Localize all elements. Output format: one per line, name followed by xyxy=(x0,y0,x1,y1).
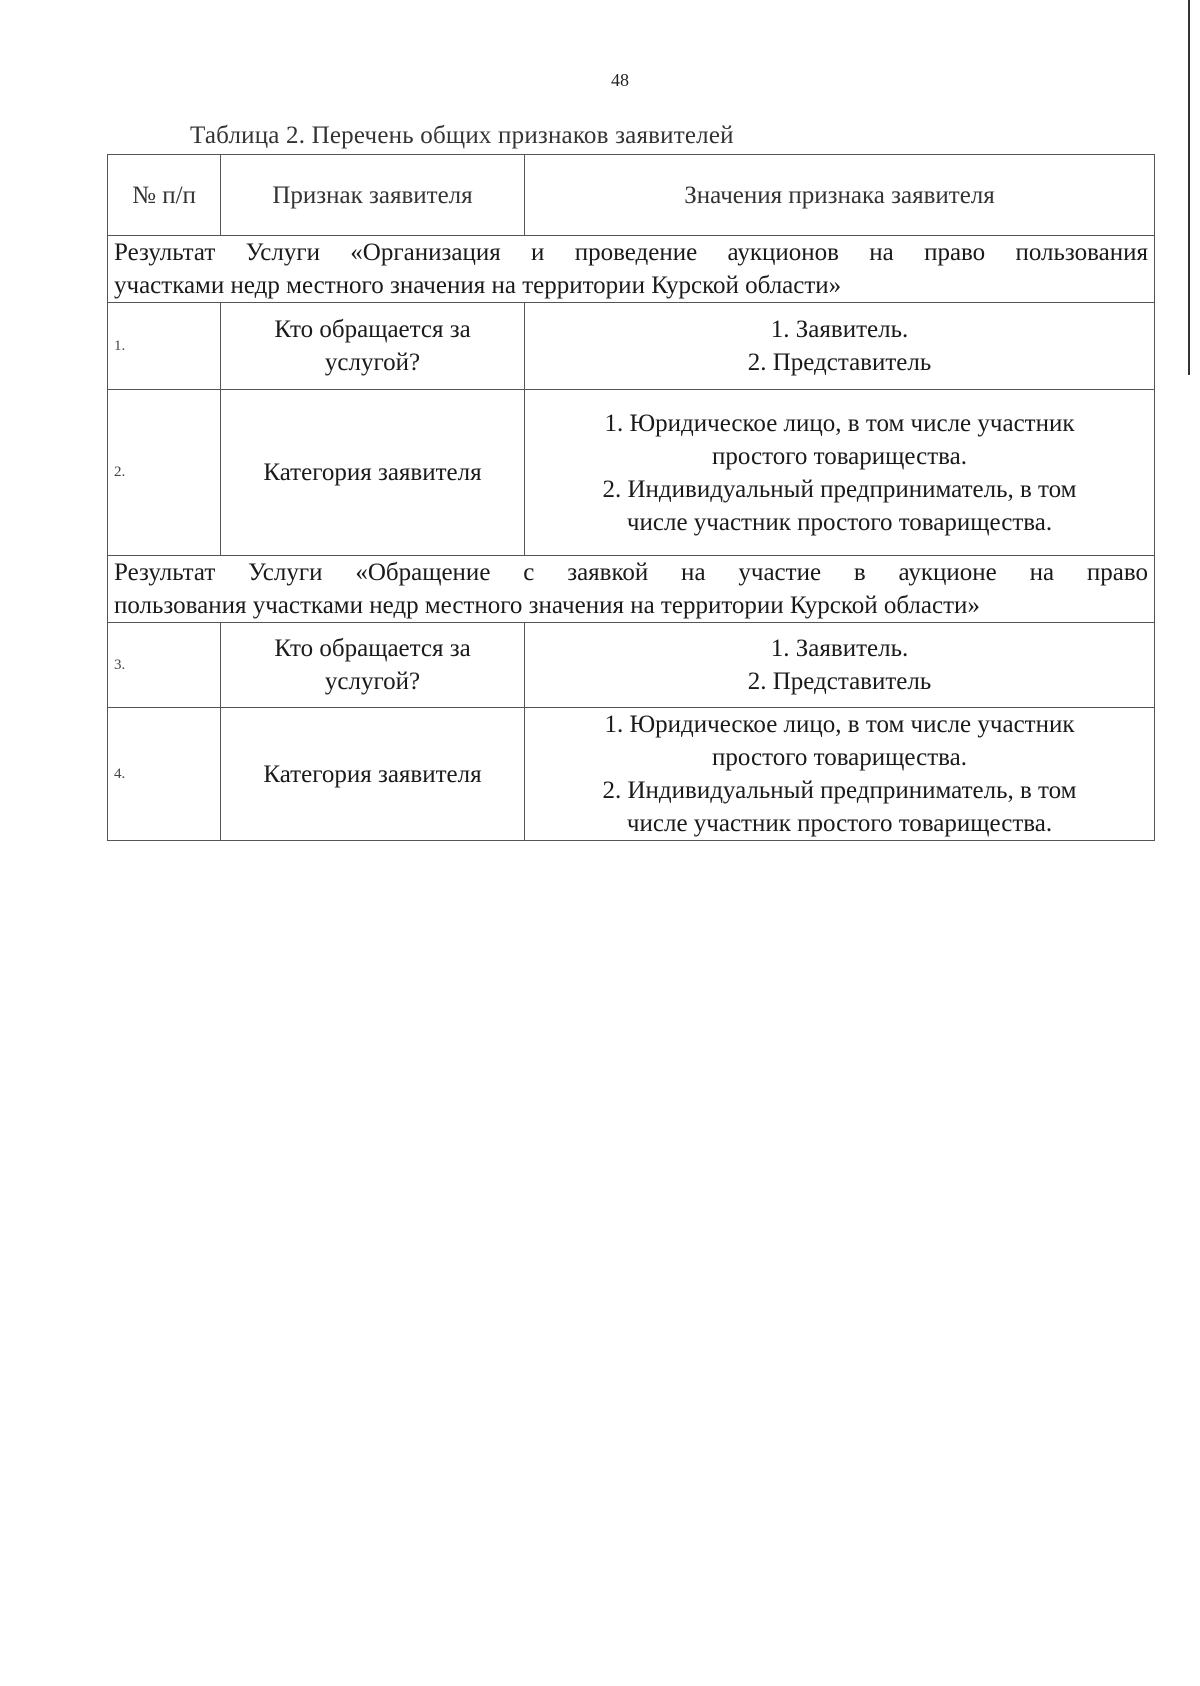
table-header-row xyxy=(108,155,1155,236)
table-row xyxy=(108,623,1155,708)
row-number: 1. xyxy=(108,303,221,390)
row-values xyxy=(525,708,1155,841)
value-line: 2. Индивидуальный предприниматель, в том xyxy=(602,777,1077,804)
value-line: 2. Представитель xyxy=(747,668,932,695)
section-title-line: Результат Услуги «Организация и проведение аукционов на право пользования xyxy=(114,239,1148,266)
sign-line: услугой? xyxy=(324,668,421,695)
section-title xyxy=(108,556,1155,623)
header-num: № п/п xyxy=(108,155,221,236)
row-sign xyxy=(221,708,525,841)
value-line: числе участник простого товарищества. xyxy=(626,810,1053,837)
table-row xyxy=(108,708,1155,841)
row-sign xyxy=(221,390,525,556)
value-line: 1. Юридическое лицо, в том числе участник xyxy=(604,711,1075,738)
row-values xyxy=(525,390,1155,556)
sign-line: Кто обращается за xyxy=(274,316,471,343)
row-number: 4. xyxy=(108,708,221,841)
sign-line: Кто обращается за xyxy=(274,635,471,662)
table-row xyxy=(108,390,1155,556)
row-number: 3. xyxy=(108,623,221,708)
value-line: 1. Юридическое лицо, в том числе участник xyxy=(604,409,1075,437)
section-title-row xyxy=(108,236,1155,303)
value-line: простого товарищества. xyxy=(712,744,967,771)
scan-edge-mark xyxy=(1188,0,1190,375)
section-title-row xyxy=(108,556,1155,623)
sign-line: Категория заявителя xyxy=(263,760,482,788)
row-sign xyxy=(221,623,525,708)
row-values xyxy=(525,623,1155,708)
value-line: 2. Представитель xyxy=(747,349,932,376)
sign-line: услугой? xyxy=(324,349,421,376)
row-sign xyxy=(221,303,525,390)
header-values: Значения признака заявителя xyxy=(525,155,1155,236)
value-line: числе участник простого товарищества. xyxy=(626,508,1053,536)
header-sign: Признак заявителя xyxy=(221,155,525,236)
row-values xyxy=(525,303,1155,390)
page-number: 48 xyxy=(611,70,629,90)
section-title-line: участками недр местного значения на территории Курской области» xyxy=(114,272,842,299)
section-title xyxy=(108,236,1155,303)
value-line: 2. Индивидуальный предприниматель, в том xyxy=(602,475,1077,503)
table-title: Таблица 2. Перечень общих признаков заявителей xyxy=(190,122,734,149)
table-row xyxy=(108,303,1155,390)
value-line: 1. Заявитель. xyxy=(770,635,909,662)
row-number: 2. xyxy=(108,390,221,556)
section-title-line: Результат Услуги «Обращение с заявкой на участие в аукционе на право xyxy=(114,559,1148,586)
section-title-line: пользования участками недр местного значения на территории Курской области» xyxy=(114,592,980,619)
value-line: 1. Заявитель. xyxy=(770,316,909,343)
applicant-features-table xyxy=(107,154,1155,841)
sign-line: Категория заявителя xyxy=(263,459,482,486)
value-line: простого товарищества. xyxy=(712,442,967,470)
